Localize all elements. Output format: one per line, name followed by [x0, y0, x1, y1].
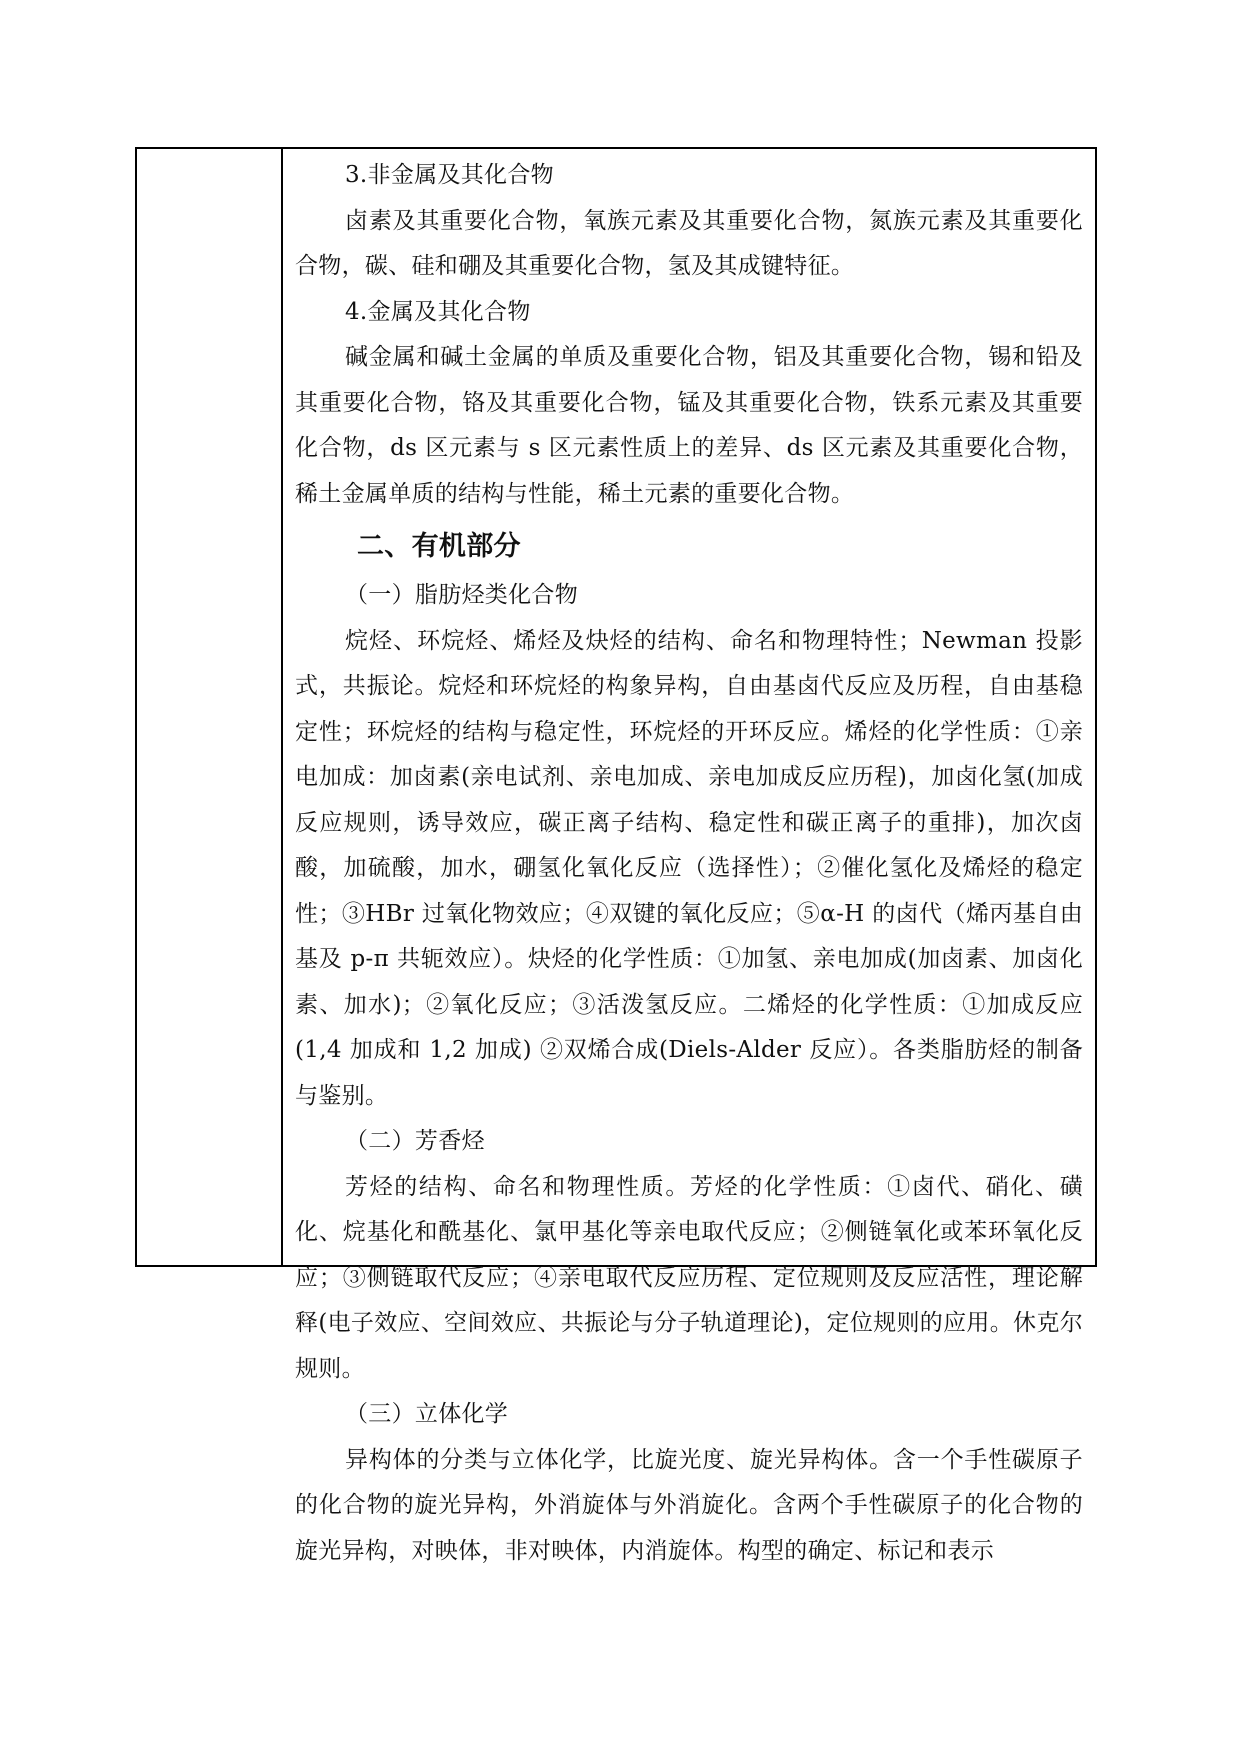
- section-3-text: 卤素及其重要化合物，氧族元素及其重要化合物，氮族元素及其重要化合物，碳、硅和硼及其重要化合物，氢及其成键特征。: [295, 207, 1083, 279]
- subsection-1-heading: （一）脂肪烃类化合物: [345, 582, 578, 608]
- subsection-2-heading: （二）芳香烃: [345, 1128, 485, 1154]
- table-content-column: [285, 149, 1095, 1564]
- table-label-column: [137, 149, 283, 1265]
- section-4-text: 碱金属和碱土金属的单质及重要化合物，铝及其重要化合物，锡和铅及其重要化合物，铬及其重要化合物，锰及其重要化合物，铁系元素及其重要化合物，ds 区元素与 s 区元素性质上的差异、ds 区元素及其重要化合物，稀土金属单质的结构与性能，稀土元素的重要化合物。: [295, 344, 1083, 507]
- subsection-2-text: 芳烃的结构、命名和物理性质。芳烃的化学性质：①卤代、硝化、磺化、烷基化和酰基化、氯甲基化等亲电取代反应；②侧链氧化或苯环氧化反应；③侧链取代反应；④亲电取代反应历程、定位规则及反应活性，理论解释(电子效应、空间效应、共振论与分子轨道理论)，定位规则的应用。休克尔规则。: [295, 1173, 1083, 1382]
- section-3-heading: 3.非金属及其化合物: [345, 162, 554, 188]
- subsection-3-text: 异构体的分类与立体化学，比旋光度、旋光异构体。含一个手性碳原子的化合物的旋光异构，外消旋体与外消旋化。含两个手性碳原子的化合物的旋光异构，对映体，非对映体，内消旋体。构型的确定、标记和表示: [295, 1446, 1083, 1564]
- part-2-heading: 二、有机部分: [357, 531, 521, 562]
- section-4-heading: 4.金属及其化合物: [345, 298, 531, 325]
- subsection-3-heading: （三）立体化学: [345, 1401, 509, 1427]
- content-table: [135, 147, 1097, 1564]
- subsection-1-text: 烷烃、环烷烃、烯烃及炔烃的结构、命名和物理特性；Newman 投影式，共振论。烷烃和环烷烃的构象异构，自由基卤代反应及历程，自由基稳定性；环烷烃的结构与稳定性，环烷烃的开环反应。烯烃的化学性质：①亲电加成：加卤素(亲电试剂、亲电加成、亲电加成反应历程)，加卤化氢(加成反应规则，诱导效应，碳正离子结构、稳定性和碳正离子的重排)，加次卤酸，加硫酸，加水，硼氢化氧化反应（选择性）；②催化氢化及烯烃的稳定性；③HBr 过氧化物效应；④双键的氧化反应；⑤α-H 的卤代（烯丙基自由基及 p-π 共轭效应）。炔烃的化学性质：①加氢、亲电加成(加卤素、加卤化素、加水)；②氧化反应；③活泼氢反应。二烯烃的化学性质：①加成反应(1,4 加成和 1,2 加成) ②双烯合成(Diels-Alder 反应）。各类脂肪烃的制备与鉴别。: [295, 627, 1083, 1109]
